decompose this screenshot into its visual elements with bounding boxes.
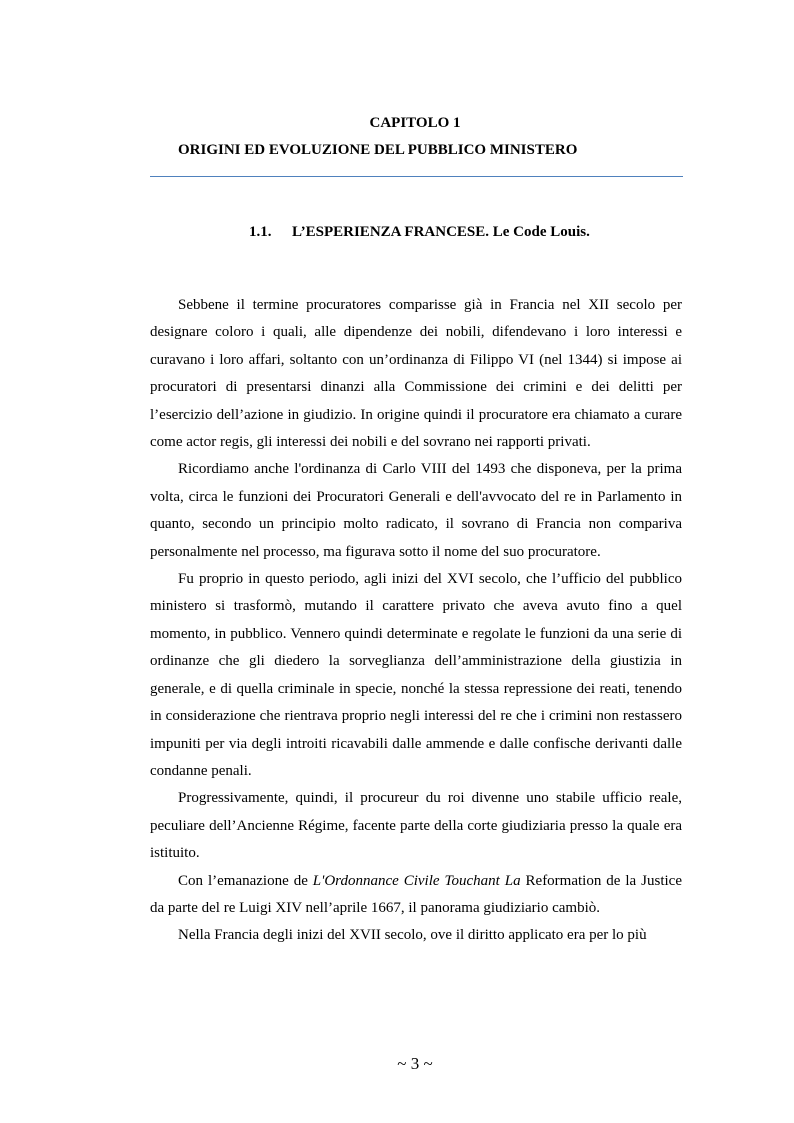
paragraph-1: Sebbene il termine procuratores comparisse già in Francia nel XII secolo per designare coloro i quali, alle dipendenze dei nobili, difendevano i loro interessi e curavano i loro affari, soltanto con un’ordinanza di Filippo VI (nel 1344) si impose ai procuratori di presentarsi dinanzi alla Commissione dei crimini e dei delitti per l’esercizio dell’azione in giudizio. In origine quindi il procuratore era chiamato a curare come actor regis, gli interessi dei nobili e del sovrano nei rapporti privati. (150, 297, 682, 451)
paragraph-6: Nella Francia degli inizi del XVII secolo, ove il diritto applicato era per lo più (178, 927, 647, 944)
paragraph-5 (150, 868, 682, 923)
paragraph-4: Progressivamente, quindi, il procureur du roi divenne uno stabile ufficio reale, peculiare dell’Ancienne Régime, facente parte della corte giudiziaria presso la quale era istituito. (150, 790, 682, 862)
chapter-label: CAPITOLO 1 (369, 115, 461, 131)
paragraph-2: Ricordiamo anche l'ordinanza di Carlo VIII del 1493 che disponeva, per la prima volta, circa le funzioni dei Procuratori Generali e dell'avvocato del re in Parlamento in quanto, secondo un principio molto radicato, il sovrano di Francia non compariva personalmente nel processo, ma figurava sotto il nome del suo procuratore. (150, 461, 682, 560)
ordonnance-title: L'Ordonnance Civile Touchant La (312, 872, 521, 889)
section-title: L’ESPERIENZA FRANCESE. Le Code Louis. (292, 224, 590, 240)
heading-divider (150, 176, 683, 177)
paragraph-5-lead: Con l’emanazione de (178, 872, 313, 889)
chapter-title: ORIGINI ED EVOLUZIONE DEL PUBBLICO MINISTERO (178, 142, 578, 158)
paragraph-3: Fu proprio in questo periodo, agli inizi del XVI secolo, che l’ufficio del pubblico ministero si trasformò, mutando il carattere privato che aveva avuto fino a quel momento, in pubblico. Vennero quindi determinate e regolate le funzioni da una serie di ordinanze che gli diedero la sorveglianza dell’amministrazione della giustizia in generale, e di quella criminale in specie, nonché la stessa repressione dei reati, tenendo in considerazione che rientrava proprio negli interessi del re che i crimini non restassero impuniti per via degli introiti ricavabili dalle ammende e dalle confische derivanti dalle condanne penali. (150, 571, 682, 779)
section-heading (249, 224, 590, 241)
section-number: 1.1. (249, 224, 272, 240)
body-text (150, 292, 682, 950)
paragraph-5-rest: Reformation de la Justice da parte del re Luigi XIV nell’aprile 1667, il panorama giudiziario cambiò. (150, 872, 682, 916)
page-number: ~ 3 ~ (397, 1054, 433, 1073)
